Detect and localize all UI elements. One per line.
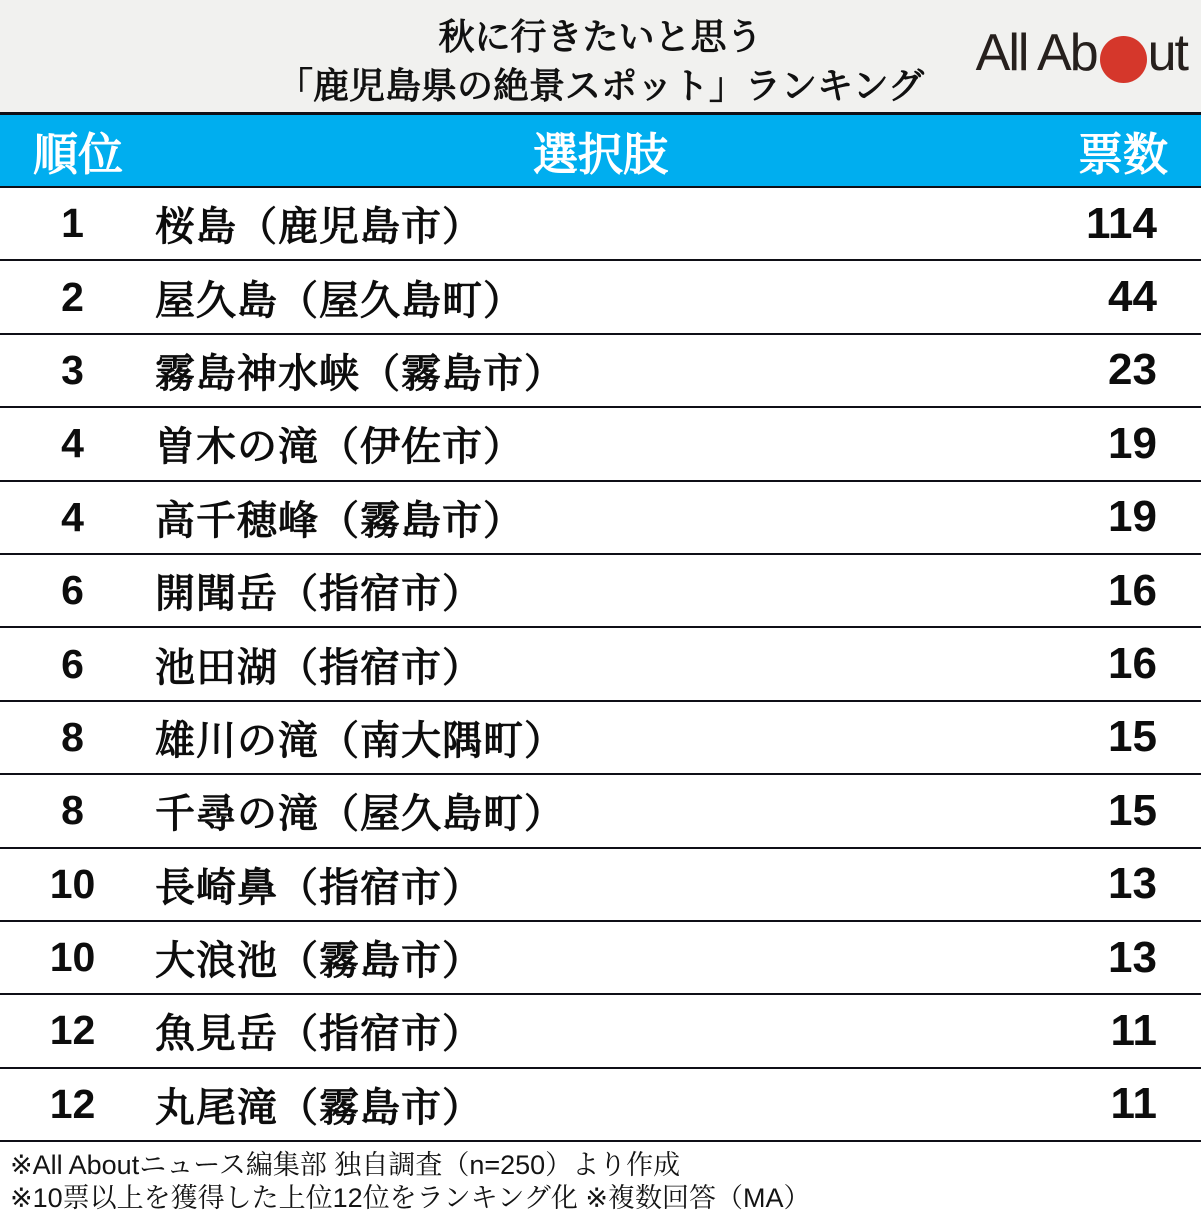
page-header [0, 0, 1201, 115]
footer-note-1: ※All Aboutニュース編集部 独自調査（n=250）より作成 [10, 1150, 681, 1181]
rank-cell: 6 [61, 567, 84, 614]
allabout-logo-dot-icon [1100, 36, 1147, 83]
votes-cell: 44 [1108, 272, 1157, 322]
table-row [0, 995, 1201, 1068]
rank-cell: 12 [49, 1080, 96, 1127]
rank-cell: 8 [61, 787, 84, 834]
table-row [0, 482, 1201, 555]
votes-cell: 13 [1108, 932, 1157, 982]
table-row [0, 628, 1201, 701]
votes-cell: 13 [1108, 859, 1157, 909]
table-row [0, 922, 1201, 995]
rank-cell: 3 [61, 346, 84, 393]
choice-cell: 高千穂峰（霧島市） [155, 498, 524, 543]
column-header-rank: 順位 [33, 129, 124, 180]
votes-cell: 23 [1108, 345, 1157, 395]
votes-cell: 11 [1110, 1005, 1157, 1055]
table-row [0, 261, 1201, 334]
rank-cell: 2 [61, 273, 84, 320]
rank-cell: 10 [49, 934, 96, 981]
table-row [0, 849, 1201, 922]
choice-cell: 魚見岳（指宿市） [155, 1012, 483, 1057]
allabout-logo-text-right: ut [1147, 23, 1187, 82]
votes-cell: 19 [1108, 492, 1157, 542]
choice-cell: 桜島（鹿児島市） [155, 205, 483, 250]
table-column-header [0, 115, 1201, 188]
allabout-logo [976, 22, 1187, 83]
choice-cell: 長崎鼻（指宿市） [155, 865, 483, 910]
votes-cell: 15 [1108, 785, 1157, 835]
votes-cell: 19 [1108, 418, 1157, 468]
column-header-votes: 票数 [1077, 129, 1168, 180]
choice-cell: 池田湖（指宿市） [155, 645, 483, 690]
allabout-logo-text-left: All Ab [975, 23, 1097, 82]
page-title-line2: 「鹿児島県の絶景スポット」ランキング [277, 65, 924, 107]
rank-cell: 10 [49, 860, 96, 907]
choice-cell: 千尋の滝（屋久島町） [155, 792, 565, 837]
table-row [0, 408, 1201, 481]
choice-cell: 屋久島（屋久島町） [155, 278, 524, 323]
votes-cell: 16 [1108, 639, 1157, 689]
choice-cell: 雄川の滝（南大隅町） [155, 718, 565, 763]
table-row [0, 335, 1201, 408]
votes-cell: 114 [1086, 198, 1157, 248]
footer-note-2: ※10票以上を獲得した上位12位をランキング化 ※複数回答（MA） [10, 1183, 811, 1214]
votes-cell: 15 [1108, 712, 1157, 762]
choice-cell: 大浪池（霧島市） [155, 939, 483, 984]
table-row [0, 1069, 1201, 1142]
votes-cell: 11 [1110, 1079, 1157, 1129]
rank-cell: 8 [61, 713, 84, 760]
column-header-choice: 選択肢 [532, 129, 668, 180]
table-row [0, 775, 1201, 848]
votes-cell: 16 [1108, 565, 1157, 615]
table-row [0, 555, 1201, 628]
choice-cell: 丸尾滝（霧島市） [155, 1085, 483, 1130]
table-row [0, 702, 1201, 775]
rank-cell: 12 [49, 1007, 96, 1054]
page-title-line1: 秋に行きたいと思う [438, 16, 763, 57]
choice-cell: 曽木の滝（伊佐市） [155, 425, 524, 470]
footer-notes [0, 1142, 1201, 1216]
table-row [0, 188, 1201, 261]
rank-cell: 1 [61, 200, 84, 247]
rank-cell: 6 [61, 640, 84, 687]
ranking-rows [0, 188, 1201, 1142]
choice-cell: 開聞岳（指宿市） [155, 572, 483, 617]
choice-cell: 霧島神水峡（霧島市） [155, 351, 565, 396]
rank-cell: 4 [61, 420, 84, 467]
rank-cell: 4 [61, 493, 84, 540]
